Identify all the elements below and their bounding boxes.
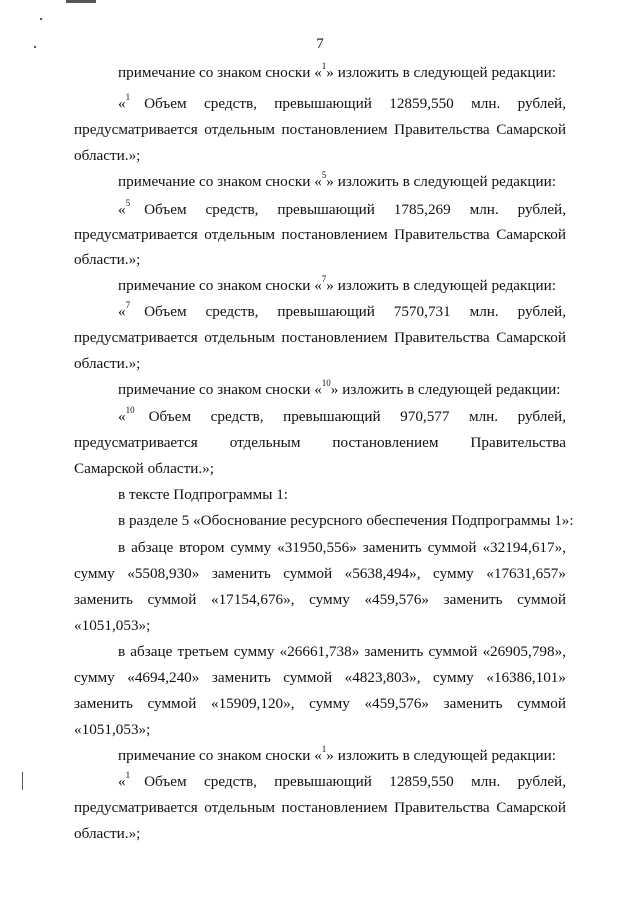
footnote-note-5-line3: области.»; bbox=[74, 251, 141, 268]
footnote-note-1-line3: области.»; bbox=[74, 147, 141, 164]
footnote-note-5-line2: предусматривается отдельным постановлением Правительства Самарской bbox=[74, 226, 566, 243]
footnote-note-1-line1: «$^1$ Объем средств, превышающий 12859,550 млн. рублей, bbox=[118, 91, 566, 112]
footnote-note-1-repeat-line3: области.»; bbox=[74, 825, 141, 842]
footnote-note-1-repeat-line2: предусматривается отдельным постановлением Правительства Самарской bbox=[74, 799, 566, 816]
footnote-note-7-line2: предусматривается отдельным постановлением Правительства Самарской bbox=[74, 329, 566, 346]
page-number: 7 bbox=[316, 36, 324, 52]
footnote-note-10-line2: предусматривается отдельным постановлением Правительства bbox=[74, 434, 566, 451]
footnote-intro-5: примечание со знаком сноски «$^5$» изложить в следующей редакции: bbox=[118, 169, 557, 190]
para2-line2: сумму «5508,930» заменить суммой «5638,494», сумму «17631,657» bbox=[74, 565, 566, 582]
para3-line4: «1051,053»; bbox=[74, 721, 151, 738]
scan-mark bbox=[66, 0, 96, 3]
footnote-intro-7: примечание со знаком сноски «$^7$» изложить в следующей редакции: bbox=[118, 273, 557, 294]
scan-speck bbox=[40, 18, 42, 20]
footnote-intro-1: примечание со знаком сноски «$^1$» изложить в следующей редакции: bbox=[118, 60, 557, 81]
para2-line3: заменить суммой «17154,676», сумму «459,576» заменить суммой bbox=[74, 591, 566, 608]
footnote-note-10-line1: «$^{10}$ Объем средств, превышающий 970,577 млн. рублей, bbox=[118, 404, 566, 425]
section-heading: в тексте Подпрограммы 1: bbox=[118, 486, 289, 503]
footnote-intro-10: примечание со знаком сноски «$^{10}$» изложить в следующей редакции: bbox=[118, 377, 561, 398]
footnote-note-1-repeat-line1: «$^1$ Объем средств, превышающий 12859,550 млн. рублей, bbox=[118, 769, 566, 790]
para3-line3: заменить суммой «15909,120», сумму «459,576» заменить суммой bbox=[74, 695, 566, 712]
section-subheading: в разделе 5 «Обоснование ресурсного обеспечения Подпрограммы 1»: bbox=[118, 512, 574, 529]
footnote-note-7-line3: области.»; bbox=[74, 355, 141, 372]
footnote-note-5-line1: «$^5$ Объем средств, превышающий 1785,269 млн. рублей, bbox=[118, 197, 566, 218]
scan-margin-mark bbox=[22, 772, 23, 790]
para3-line1: в абзаце третьем сумму «26661,738» заменить суммой «26905,798», bbox=[118, 643, 566, 660]
footnote-note-7-line1: «$^7$ Объем средств, превышающий 7570,731 млн. рублей, bbox=[118, 299, 566, 320]
footnote-note-1-line2: предусматривается отдельным постановлением Правительства Самарской bbox=[74, 121, 566, 138]
para2-line4: «1051,053»; bbox=[74, 617, 151, 634]
footnote-intro-1-repeat: примечание со знаком сноски «$^1$» изложить в следующей редакции: bbox=[118, 743, 557, 764]
para3-line2: сумму «4694,240» заменить суммой «4823,803», сумму «16386,101» bbox=[74, 669, 566, 686]
footnote-note-10-line3: Самарской области.»; bbox=[74, 460, 214, 477]
para2-line1: в абзаце втором сумму «31950,556» заменить суммой «32194,617», bbox=[118, 539, 566, 556]
